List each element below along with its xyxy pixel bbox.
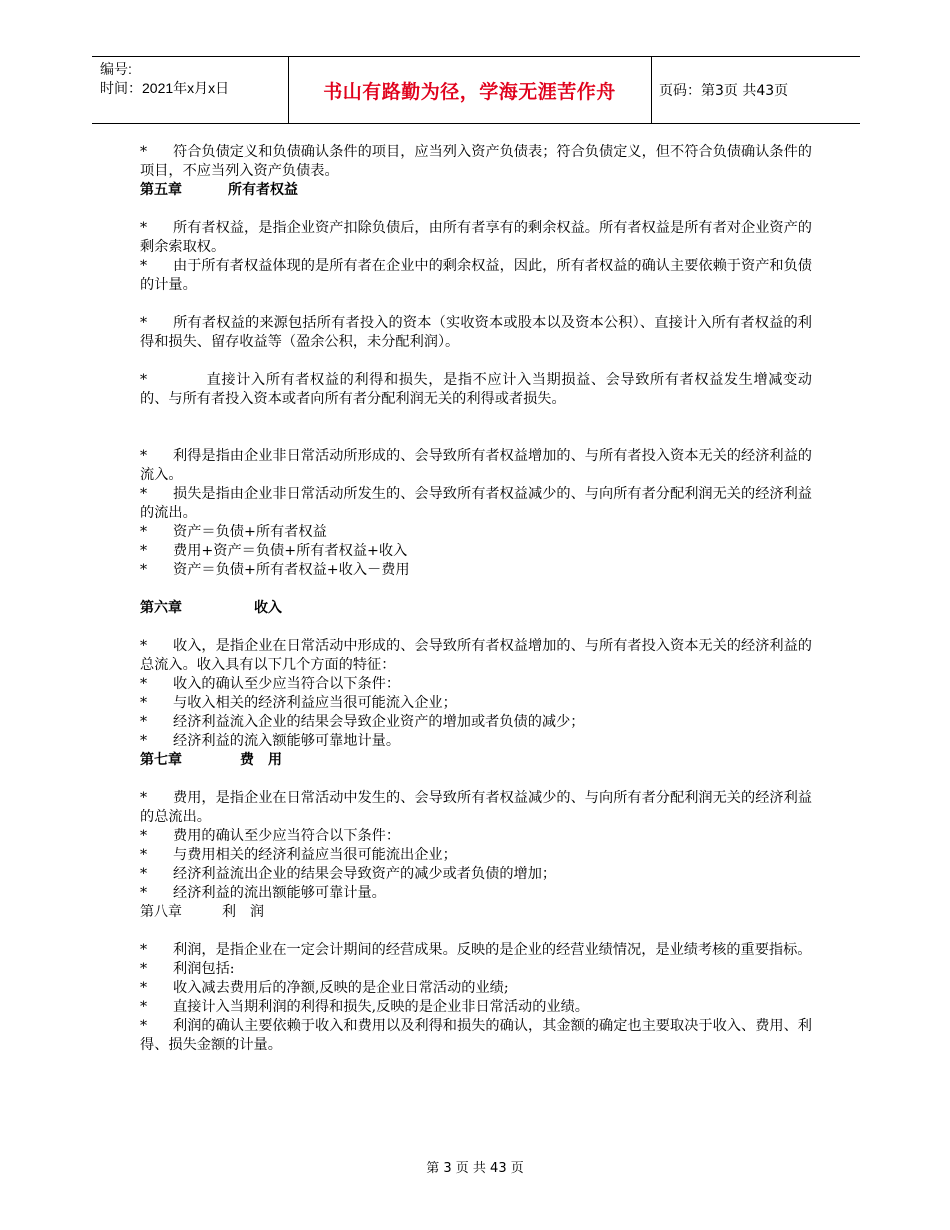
paragraph: * 损失是指由企业非日常活动所发生的、会导致所有者权益减少的、与向所有者分配利润无关的经济利益的流出。 (140, 486, 812, 521)
paragraph: * 利润的确认主要依赖于收入和费用以及利得和损失的确认，其金额的确定也主要取决于收入、费用、利得、损失金额的计量。 (140, 1018, 812, 1053)
paragraph: * 利润包括: (140, 961, 235, 977)
paragraph: * 经济利益的流入额能够可靠地计量。 (140, 733, 401, 749)
doc-number-label: 编号: (100, 61, 132, 77)
chapter-heading: 第六章 收入 (140, 600, 282, 616)
paragraph: * 由于所有者权益体现的是所有者在企业中的剩余权益，因此，所有者权益的确认主要依赖于资产和负债的计量。 (140, 258, 812, 293)
paragraph: * 利得是指由企业非日常活动所形成的、会导致所有者权益增加的、与所有者投入资本无关的经济利益的流入。 (140, 448, 812, 483)
page-footer: 第 3 页 共 43 页 (426, 1161, 524, 1176)
paragraph: * 与收入相关的经济利益应当很可能流入企业； (140, 695, 457, 711)
chapter-heading: 第八章 利 润 (140, 904, 264, 920)
header-divider (651, 57, 652, 123)
header-slogan: 书山有路勤为径，学海无涯苦作舟 (323, 80, 616, 103)
paragraph: * 费用的确认至少应当符合以下条件： (140, 828, 401, 844)
header-meta (100, 60, 229, 98)
paragraph: * 直接计入所有者权益的利得和损失，是指不应计入当期损益、会导致所有者权益发生增减变动的、与所有者投入资本或者向所有者分配利润无关的利得或者损失。 (140, 372, 812, 407)
paragraph: * 费用，是指企业在日常活动中发生的、会导致所有者权益减少的、与向所有者分配利润无关的经济利益的总流出。 (140, 790, 812, 825)
formula: * 资产＝负债+所有者权益+收入－费用 (140, 562, 410, 578)
paragraph: * 与费用相关的经济利益应当很可能流出企业； (140, 847, 457, 863)
paragraph: * 符合负债定义和负债确认条件的项目，应当列入资产负债表；符合负债定义，但不符合负债确认条件的项目，不应当列入资产负债表。 (140, 144, 812, 179)
paragraph: * 收入减去费用后的净额,反映的是企业日常活动的业绩; (140, 980, 509, 996)
paragraph: * 直接计入当期利润的利得和损失,反映的是企业非日常活动的业绩。 (140, 999, 589, 1015)
paragraph: * 利润，是指企业在一定会计期间的经营成果。反映的是企业的经营业绩情况，是业绩考核的重要指标。 (140, 942, 812, 958)
paragraph: * 经济利益流入企业的结果会导致企业资产的增加或者负债的减少； (140, 714, 585, 730)
paragraph: * 经济利益的流出额能够可靠计量。 (140, 885, 386, 901)
header-page-info: 页码：第3页 共43页 (659, 83, 789, 99)
date-label: 时间：2021年x月x日 (100, 80, 230, 96)
page-header (92, 56, 860, 124)
formula: * 费用+资产＝负债+所有者权益+收入 (140, 543, 408, 559)
document-body (140, 143, 812, 1055)
chapter-heading: 第五章 所有者权益 (140, 182, 298, 198)
chapter-heading: 第七章 费 用 (140, 752, 282, 768)
paragraph: * 所有者权益，是指企业资产扣除负债后，由所有者享有的剩余权益。所有者权益是所有者对企业资产的剩余索取权。 (140, 220, 812, 255)
paragraph: * 所有者权益的来源包括所有者投入的资本（实收资本或股本以及资本公积）、直接计入所有者权益的利得和损失、留存收益等（盈余公积，未分配利润）。 (140, 315, 812, 350)
formula: * 资产＝负债+所有者权益 (140, 524, 327, 540)
paragraph: * 收入的确认至少应当符合以下条件： (140, 676, 401, 692)
paragraph: * 收入，是指企业在日常活动中形成的、会导致所有者权益增加的、与所有者投入资本无关的经济利益的总流入。收入具有以下几个方面的特征： (140, 638, 812, 673)
paragraph: * 经济利益流出企业的结果会导致资产的减少或者负债的增加； (140, 866, 557, 882)
